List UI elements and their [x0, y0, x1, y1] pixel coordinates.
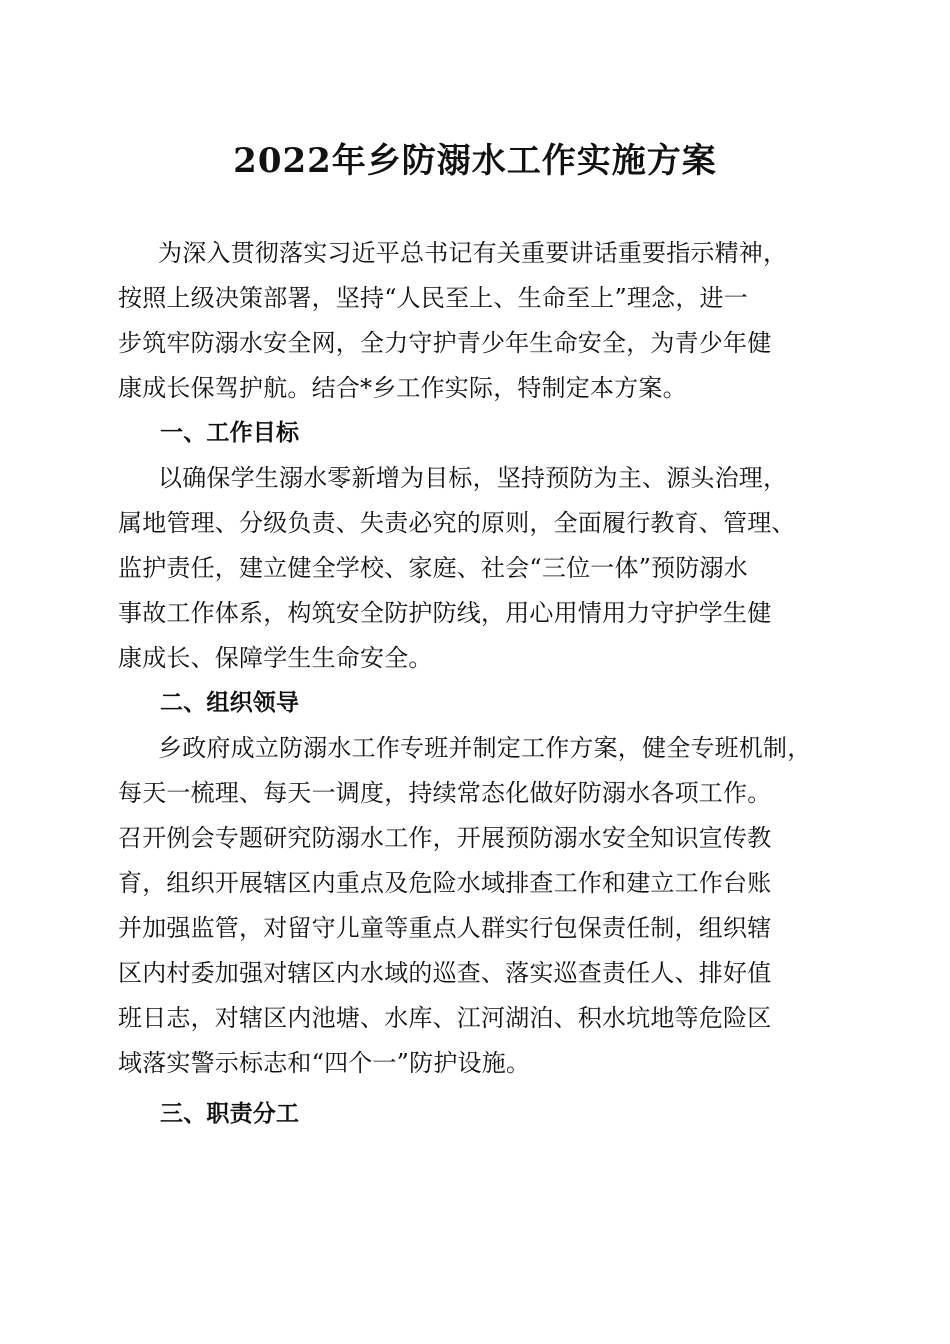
paragraph-line: 召开例会专题研究防溺水工作，开展预防溺水安全知识宣传教 [118, 824, 772, 852]
paragraph-line: 以确保学生溺水零新增为目标，坚持预防为主、源头治理， [158, 464, 788, 492]
organization-paragraph [118, 726, 832, 1086]
paragraph-line: 按照上级决策部署，坚持“人民至上、生命至上”理念，进一 [118, 284, 748, 312]
section-heading-organization: 二、组织领导 [160, 690, 300, 716]
paragraph-line: 监护责任，建立健全学校、家庭、社会“三位一体”预防溺水 [118, 554, 748, 582]
section-heading-responsibilities: 三、职责分工 [160, 1101, 300, 1127]
work-goals-paragraph [118, 456, 832, 681]
section-heading-work-goals: 一、工作目标 [160, 420, 300, 446]
paragraph-line: 每天一梳理、每天一调度，持续常态化做好防溺水各项工作。 [118, 779, 772, 807]
paragraph-line: 乡政府成立防溺水工作专班并制定工作方案，健全专班机制， [158, 734, 812, 762]
paragraph-line: 康成长、保障学生生命安全。 [118, 644, 433, 672]
paragraph-line: 域落实警示标志和“四个一”防护设施。 [118, 1049, 531, 1077]
document-title: 2022年乡防溺水工作实施方案 [233, 141, 717, 181]
paragraph-line: 育，组织开展辖区内重点及危险水域排查工作和建立工作台账 [118, 869, 772, 897]
paragraph-line: 区内村委加强对辖区内水域的巡查、落实巡查责任人、排好值 [118, 959, 772, 987]
paragraph-line: 康成长保驾护航。结合*乡工作实际，特制定本方案。 [118, 374, 687, 402]
paragraph-line: 步筑牢防溺水安全网，全力守护青少年生命安全，为青少年健 [118, 329, 772, 357]
paragraph-line: 为深入贯彻落实习近平总书记有关重要讲话重要指示精神， [158, 239, 788, 267]
paragraph-line: 班日志，对辖区内池塘、水库、江河湖泊、积水坑地等危险区 [118, 1004, 772, 1032]
document-body [118, 231, 832, 1137]
paragraph-line: 属地管理、分级负责、失责必究的原则，全面履行教育、管理、 [118, 509, 796, 537]
paragraph-line: 并加强监管，对留守儿童等重点人群实行包保责任制，组织辖 [118, 914, 772, 942]
intro-paragraph [118, 231, 832, 411]
paragraph-line: 事故工作体系，构筑安全防护防线，用心用情用力守护学生健 [118, 599, 772, 627]
